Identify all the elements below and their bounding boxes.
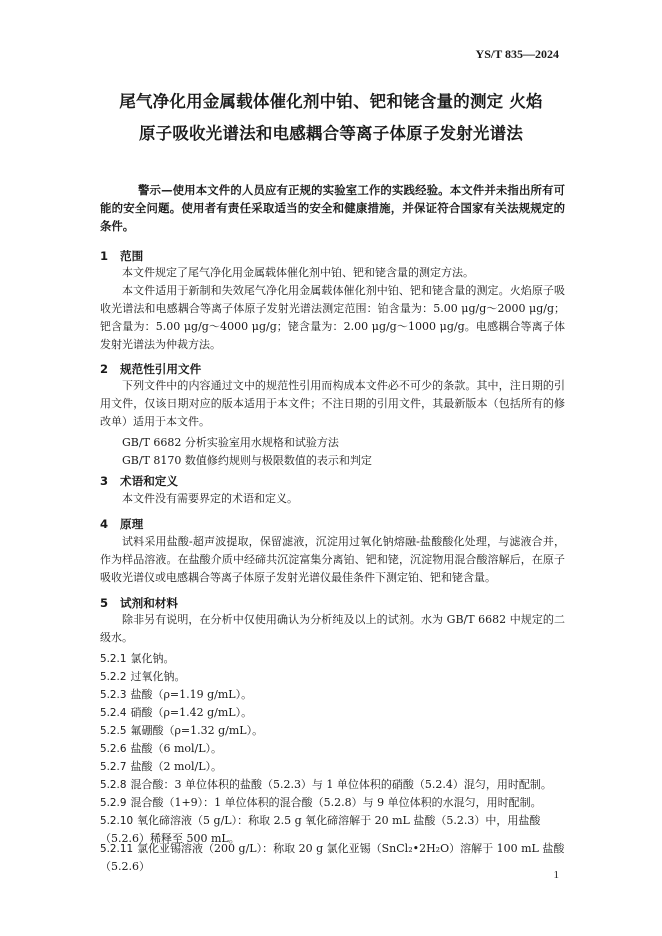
item-number: 5.2.2	[100, 671, 127, 683]
item-text: 过氧化钠。	[130, 670, 186, 683]
section-title: 术语和定义	[120, 474, 178, 488]
standard-code: YS/T 835—2024	[475, 47, 559, 61]
item-text: 氯化钠。	[130, 652, 175, 665]
item-text: 氧化碲溶液（5 g/L）：称取 2.5 g 氧化碲溶解于 20 mL 盐酸（5.2.3）中，用盐酸（5.2.6）稀释至 500 mL。	[100, 814, 541, 845]
section-number: 3	[100, 474, 109, 488]
paragraph: 本文件没有需要界定的术语和定义。	[122, 492, 298, 505]
reagent-item	[100, 686, 565, 704]
section-heading-principle	[100, 516, 143, 532]
section-number: 5	[100, 596, 109, 610]
reagent-item	[100, 650, 565, 668]
section-heading-reagents	[100, 595, 178, 611]
reference-entry: GB/T 6682 分析实验室用水规格和试验方法	[122, 436, 339, 449]
item-text: 氟硼酸（ρ=1.32 g/mL）。	[130, 724, 264, 737]
document-title-line-1: 尾气净化用金属载体催化剂中铂、钯和铑含量的测定 火焰	[119, 92, 543, 111]
page-number: 1	[553, 869, 559, 881]
item-number: 5.2.4	[100, 707, 127, 719]
reagent-item	[100, 776, 565, 794]
item-number: 5.2.11	[100, 843, 134, 855]
paragraph: 下列文件中的内容通过文中的规范性引用而构成本文件必不可少的条款。其中，注日期的引用文件，仅该日期对应的版本适用于本文件；不注日期的引用文件，其最新版本（包括所有的修改单）适用于本文件。	[100, 379, 565, 428]
section-number: 4	[100, 517, 109, 531]
item-text: 盐酸（6 mol/L）。	[130, 742, 223, 755]
reagent-item	[100, 794, 565, 812]
reagent-item	[100, 840, 565, 876]
item-text: 硝酸（ρ=1.42 g/mL）。	[130, 706, 253, 719]
reagent-item	[100, 704, 565, 722]
item-number: 5.2.5	[100, 725, 127, 737]
section-heading-terms	[100, 473, 178, 489]
document-title-line-2: 原子吸收光谱法和电感耦合等离子体原子发射光谱法	[138, 124, 524, 143]
paragraph: 除非另有说明，在分析中仅使用确认为分析纯及以上的试剂。水为 GB/T 6682 中规定的二级水。	[100, 613, 565, 644]
section-heading-normative-references	[100, 361, 201, 377]
paragraph: 本文件适用于新制和失效尾气净化用金属载体催化剂中铂、钯和铑含量的测定。火焰原子吸收光谱法和电感耦合等离子体原子发射光谱法测定范围：铂含量为：5.00 μg/g～2000 μg/g；钯含量为：5.00 μg/g～4000 μg/g；铑含量为：2.00 μg/g～1000 μg/g。电感耦合等离子体发射光谱法为仲裁方法。	[100, 284, 565, 351]
item-number: 5.2.6	[100, 743, 127, 755]
item-text: 混合酸：3 单位体积的盐酸（5.2.3）与 1 单位体积的硝酸（5.2.4）混匀，用时配制。	[130, 778, 552, 791]
item-number: 5.2.1	[100, 653, 127, 665]
item-number: 5.2.7	[100, 761, 127, 773]
item-number: 5.2.3	[100, 689, 127, 701]
section-title: 原理	[120, 517, 144, 531]
reference-entry: GB/T 8170 数值修约规则与极限数值的表示和判定	[122, 454, 372, 467]
item-number: 5.2.9	[100, 797, 127, 809]
section-number: 1	[100, 249, 109, 263]
section-heading-scope	[100, 248, 143, 264]
section-title: 范围	[120, 249, 144, 263]
reagent-item	[100, 668, 565, 686]
item-text: 混合酸（1+9）：1 单位体积的混合酸（5.2.8）与 9 单位体积的水混匀，用时配制。	[130, 796, 542, 809]
reagent-item	[100, 740, 565, 758]
item-number: 5.2.10	[100, 815, 134, 827]
section-number: 2	[100, 362, 109, 376]
reagent-item	[100, 758, 565, 776]
item-number: 5.2.8	[100, 779, 127, 791]
paragraph: 试料采用盐酸-超声波提取，保留滤液，沉淀用过氧化钠熔融-盐酸酸化处理，与滤液合并，作为样品溶液。在盐酸介质中经碲共沉淀富集分离铂、钯和铑，沉淀物用混合酸溶解后，在原子吸收光谱仪或电感耦合等离子体原子发射光谱仪最佳条件下测定铂、钯和铑含量。	[100, 535, 565, 584]
reagent-item	[100, 722, 565, 740]
paragraph: 本文件规定了尾气净化用金属载体催化剂中铂、钯和铑含量的测定方法。	[122, 266, 474, 279]
safety-warning: 警示—使用本文件的人员应有正规的实验室工作的实践经验。本文件并未指出所有可能的安全问题。使用者有责任采取适当的安全和健康措施，并保证符合国家有关法规规定的条件。	[100, 183, 565, 233]
section-title: 试剂和材料	[120, 596, 178, 610]
item-text: 盐酸（ρ=1.19 g/mL）。	[130, 688, 253, 701]
section-title: 规范性引用文件	[120, 362, 202, 376]
item-text: 盐酸（2 mol/L）。	[130, 760, 223, 773]
item-text: 氯化亚锡溶液（200 g/L）：称取 20 g 氯化亚锡（SnCl₂•2H₂O）溶解于 100 mL 盐酸（5.2.6）	[100, 842, 565, 873]
